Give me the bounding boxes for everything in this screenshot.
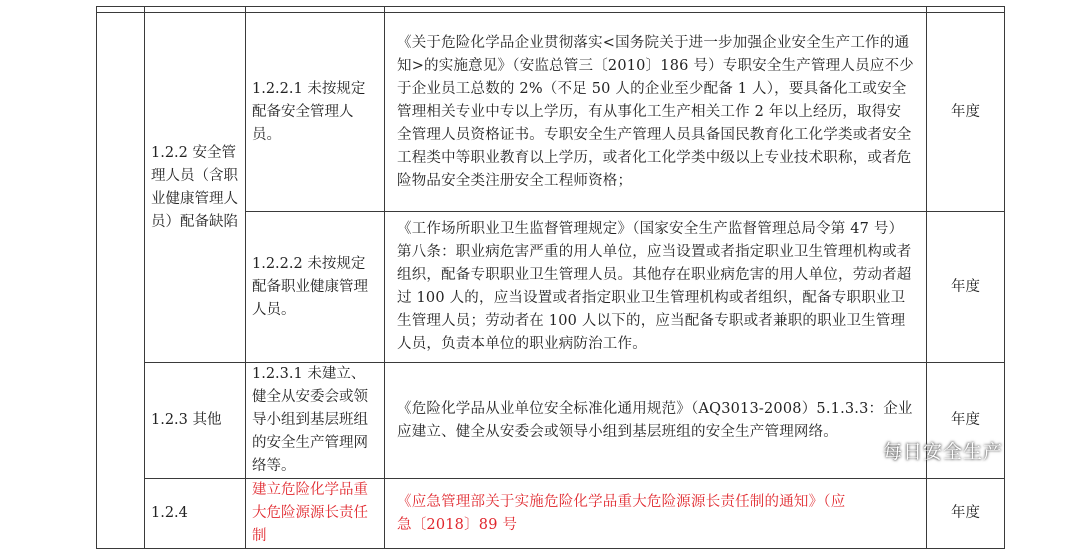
basis-cell: 《危险化学品从业单位安全标准化通用规范》（AQ3013-2008）5.1.3.3：企业应建立、健全从安委会或领导小组到基层班组的安全生产管理网络。 [385,363,927,479]
frequency-cell: 年度 [927,212,1005,363]
basis-cell: 《工作场所职业卫生监督管理规定》（国家安全生产监督管理总局令第 47 号）第八条：职业病危害严重的用人单位，应当设置或者指定职业卫生管理机构或者组织，配备专职职业卫生管理人员。其他存在职业病危害的用人单位，劳动者超过 100 人的，应当设置或者指定职业卫生管理机构或者组织，配备专职职业卫生管理人员；劳动者在 100 人以下的，应当配备专职或者兼职的职业卫生管理人员，负责本单位的职业病防治工作。 [385,212,927,363]
basis-cell [385,479,927,549]
sub-item-cell: 1.2.3.1 未建立、健全从安委会或领导小组到基层班组的安全生产管理网络等。 [246,363,385,479]
frequency-cell: 年度 [927,363,1005,479]
item-cell: 1.2.3 其他 [145,363,246,479]
basis-line: 《应急管理部关于实施危险化学品重大危险源源长责任制的通知》（应 [397,493,846,510]
watermark [851,430,1003,470]
cell-empty [97,13,145,549]
table-row [97,479,1005,549]
item-cell: 1.2.4 [145,479,246,549]
frequency-cell: 年度 [927,479,1005,549]
watermark-text: 每日安全生产 [883,440,1004,463]
wechat-icon [851,437,877,463]
frequency-cell: 年度 [927,13,1005,212]
table-row [97,13,1005,212]
basis-cell: 《关于危险化学品企业贯彻落实<国务院关于进一步加强企业安全生产工作的通知>的实施意见》（安监总管三〔2010〕186 号）专职安全生产管理人员应不少于企业员工总数的 2%（不足 50 人的企业至少配备 1 人），要具备化工或安全管理相关专业中专以上学历，有从事化工生产相关工作 2 年以上经历，取得安全管理人员资格证书。专职安全生产管理人员具备国民教育化工化学类或者安全工程类中等职业教育以上学历，或者化工化学类中级以上专业技术职称，或者危险物品安全类注册安全工程师资格； [385,13,927,212]
sub-item-cell: 1.2.2.2 未按规定配备职业健康管理人员。 [246,212,385,363]
sub-item-cell: 1.2.2.1 未按规定配备安全管理人员。 [246,13,385,212]
basis-line: 急〔2018〕89 号 [397,516,518,533]
item-cell: 1.2.2 安全管理人员（含职业健康管理人员）配备缺陷 [145,13,246,363]
sub-item-cell: 建立危险化学品重大危险源源长责任制 [246,479,385,549]
